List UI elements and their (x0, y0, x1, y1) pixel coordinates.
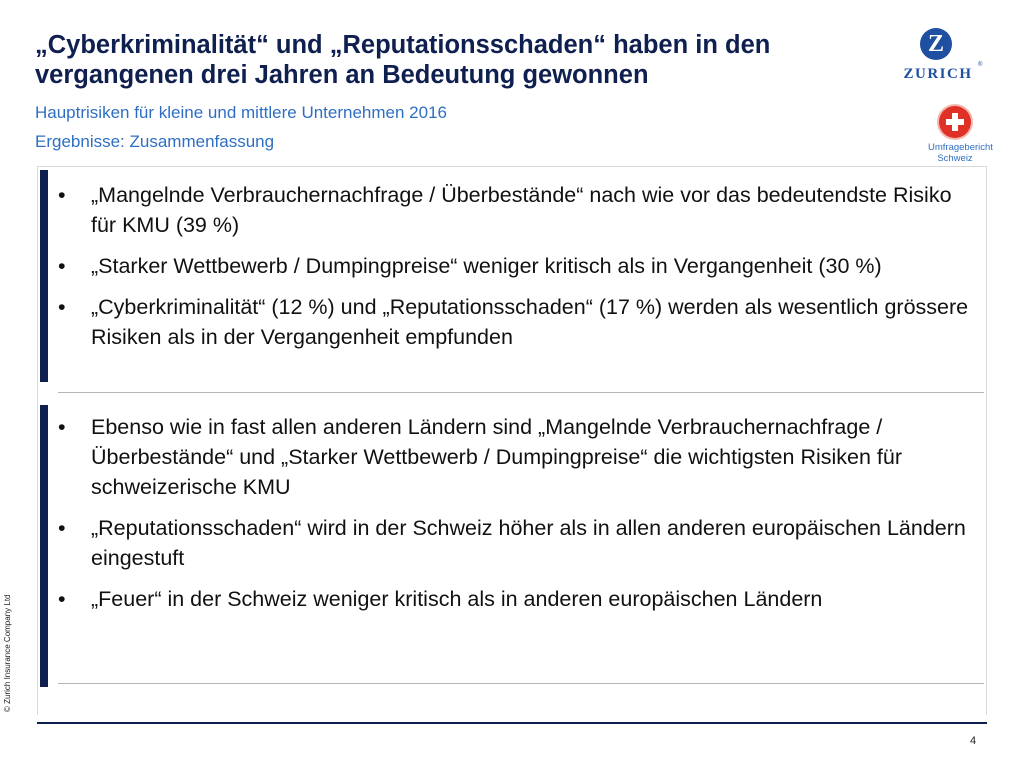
bullet-text: „Reputationsschaden“ wird in der Schweiz höher als in allen anderen europäischen Ländern eingestuft (91, 516, 966, 570)
bullet-icon: • (58, 183, 66, 207)
list-item (58, 412, 978, 502)
zurich-wordmark: ZURICH (903, 66, 973, 82)
badge-label-line1: Umfragebericht (928, 142, 993, 153)
section2-accent-bar (40, 405, 48, 687)
copyright-notice: © Zurich Insurance Company Ltd (3, 594, 12, 712)
page-number: 4 (970, 735, 977, 747)
section1-bullet-list (58, 180, 978, 363)
zurich-z-icon (920, 28, 952, 60)
bullet-text: „Feuer“ in der Schweiz weniger kritisch als in anderen europäischen Ländern (91, 587, 823, 611)
list-item (58, 180, 978, 240)
bullet-icon: • (58, 415, 66, 439)
page-title: „Cyberkriminalität“ und „Reputationsschaden“ haben in den vergangenen drei Jahren an Bedeutung gewonnen (35, 31, 771, 89)
list-item (58, 513, 978, 573)
bullet-icon: • (58, 516, 66, 540)
section1-accent-bar (40, 170, 48, 382)
subtitle-secondary: Ergebnisse: Zusammenfassung (35, 132, 275, 151)
bullet-icon: • (58, 295, 66, 319)
badge-label-line2: Schweiz (937, 153, 973, 164)
list-item (58, 292, 978, 352)
section2-bullet-list (58, 412, 978, 625)
bullet-icon: • (58, 587, 66, 611)
bullet-text: „Cyberkriminalität“ (12 %) und „Reputationsschaden“ (17 %) werden als wesentlich grössere Risiken als in der Vergangenheit empfunden (91, 295, 969, 349)
section-divider-bottom (58, 683, 984, 684)
footer-rule (37, 722, 987, 724)
bullet-text: „Starker Wettbewerb / Dumpingpreise“ weniger kritisch als in Vergangenheit (30 %) (91, 254, 882, 278)
badge-label (928, 142, 993, 164)
swiss-report-badge (928, 106, 993, 164)
section-divider (58, 392, 984, 393)
bullet-icon: • (58, 254, 66, 278)
list-item (58, 251, 978, 281)
zurich-logo (898, 28, 983, 90)
bullet-text: „Mangelnde Verbrauchernachfrage / Überbestände“ nach wie vor das bedeutendste Risiko für KMU (39 %) (91, 183, 952, 237)
bullet-text: Ebenso wie in fast allen anderen Ländern sind „Mangelnde Verbrauchernachfrage / Überbestände“ und „Starker Wettbewerb / Dumpingpreise“ die wichtigsten Risiken für schweizerische KMU (91, 415, 903, 499)
swiss-flag-icon (939, 106, 971, 138)
registered-mark: ® (978, 62, 983, 68)
zurich-z-letter: Z (927, 31, 944, 57)
list-item (58, 584, 978, 614)
subtitle-main: Hauptrisiken für kleine und mittlere Unternehmen 2016 (35, 103, 448, 122)
